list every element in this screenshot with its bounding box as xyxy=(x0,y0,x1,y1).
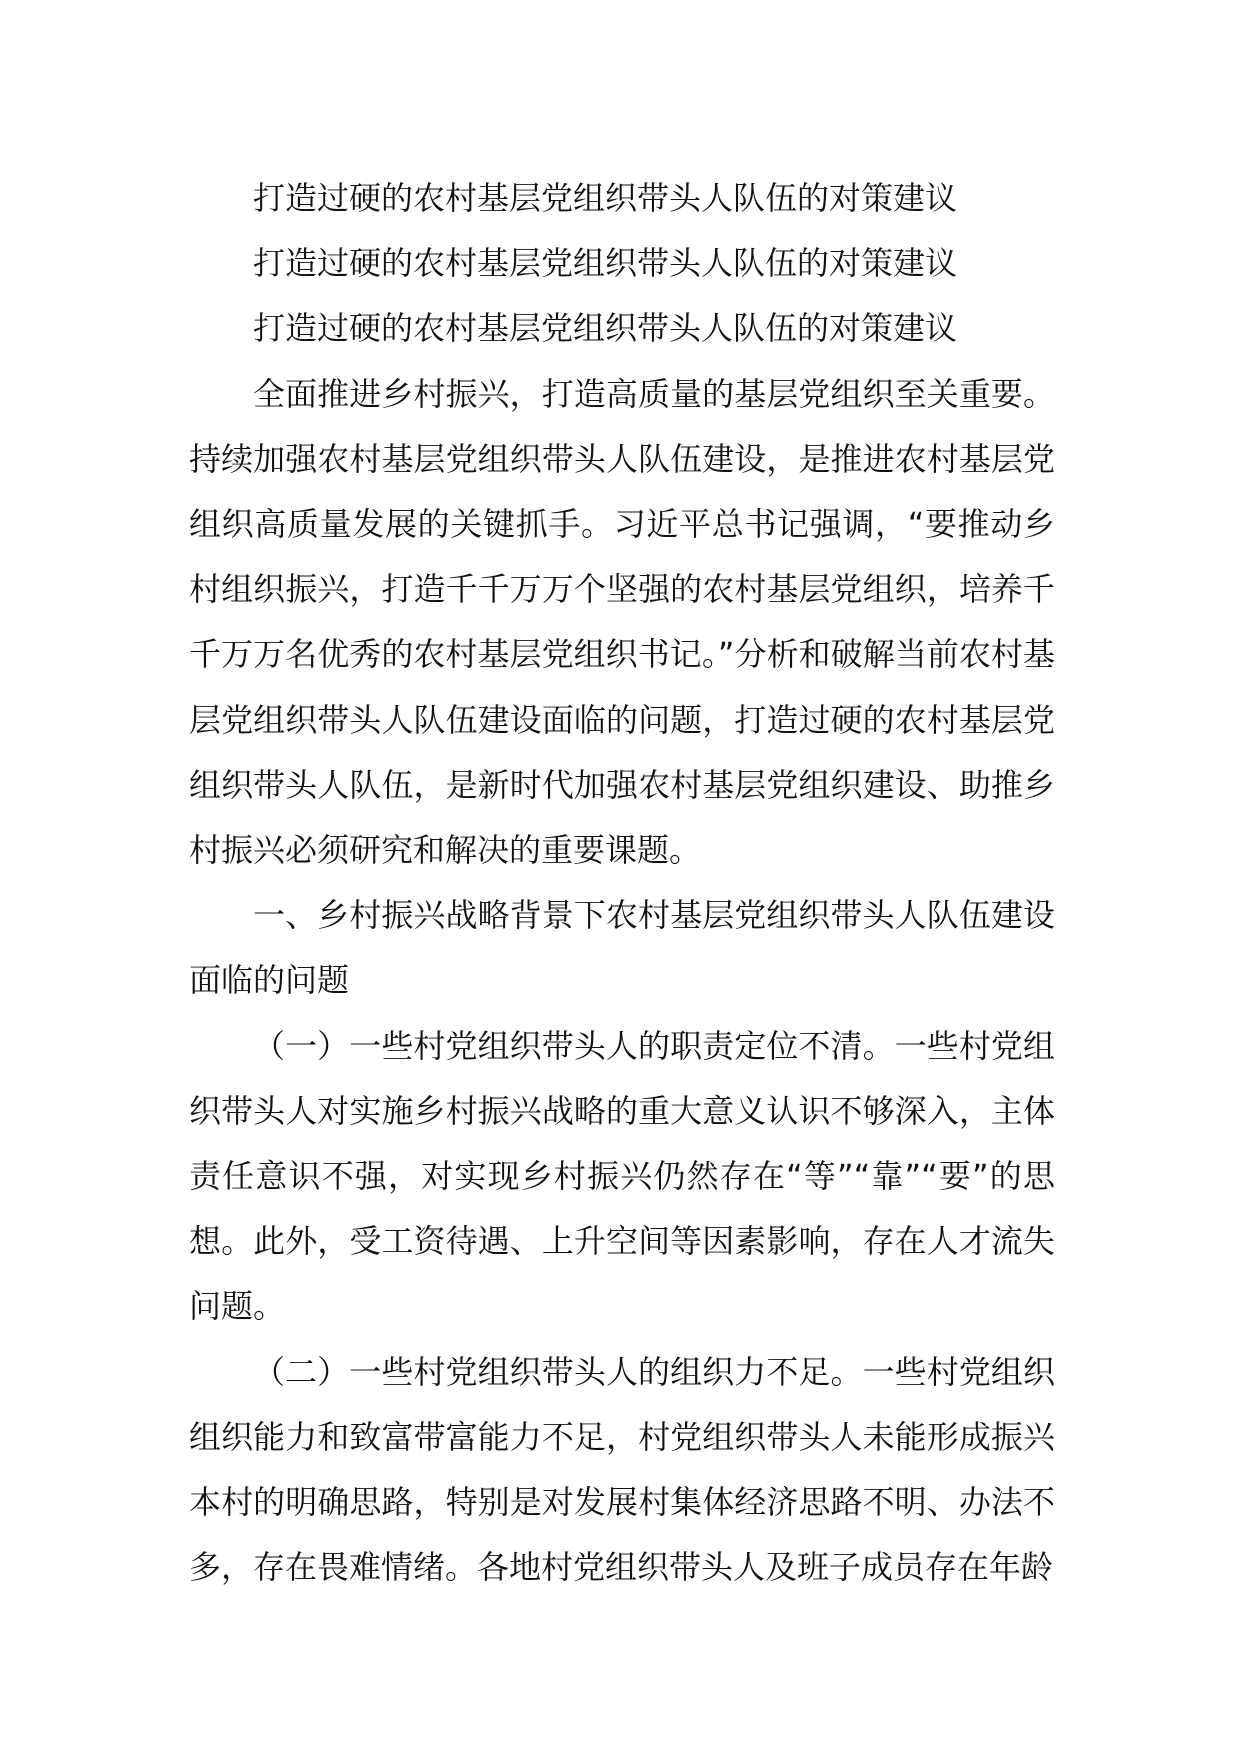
intro-paragraph: 全面推进乡村振兴，打造高质量的基层党组织至关重要。持续加强农村基层党组织带头人队伍建设，是推进农村基层党组织高质量发展的关键抓手。习近平总书记强调，“要推动乡村组织振兴，打造千千万万个坚强的农村基层党组织，培养千千万万名优秀的农村基层党组织书记。”分析和破解当前农村基层党组织带头人队伍建设面临的问题，打造过硬的农村基层党组织带头人队伍，是新时代加强农村基层党组织建设、助推乡村振兴必须研究和解决的重要课题。 xyxy=(189,374,1055,870)
title-line-2: 打造过硬的农村基层党组织带头人队伍的对策建议 xyxy=(253,244,958,283)
title-line-3: 打造过硬的农村基层党组织带头人队伍的对策建议 xyxy=(253,309,958,348)
subsection-paragraph-1: （一）一些村党组织带头人的职责定位不清。一些村党组织带头人对实施乡村振兴战略的重大意义认识不够深入，主体责任意识不强，对实现乡村振兴仍然存在“等”“靠”“要”的思想。此外，受工资待遇、上升空间等因素影响，存在人才流失问题。 xyxy=(189,1026,1055,1326)
subsection-paragraph-2: （二）一些村党组织带头人的组织力不足。一些村党组织组织能力和致富带富能力不足，村党组织带头人未能形成振兴本村的明确思路，特别是对发展村集体经济思路不明、办法不多，存在畏难情绪。各地村党组织带头人及班子成员存在年龄 xyxy=(189,1352,1055,1587)
section-heading-1: 一、乡村振兴战略背景下农村基层党组织带头人队伍建设面临的问题 xyxy=(189,896,1055,1000)
title-line-1: 打造过硬的农村基层党组织带头人队伍的对策建议 xyxy=(253,179,958,217)
document-body xyxy=(189,166,1055,1600)
